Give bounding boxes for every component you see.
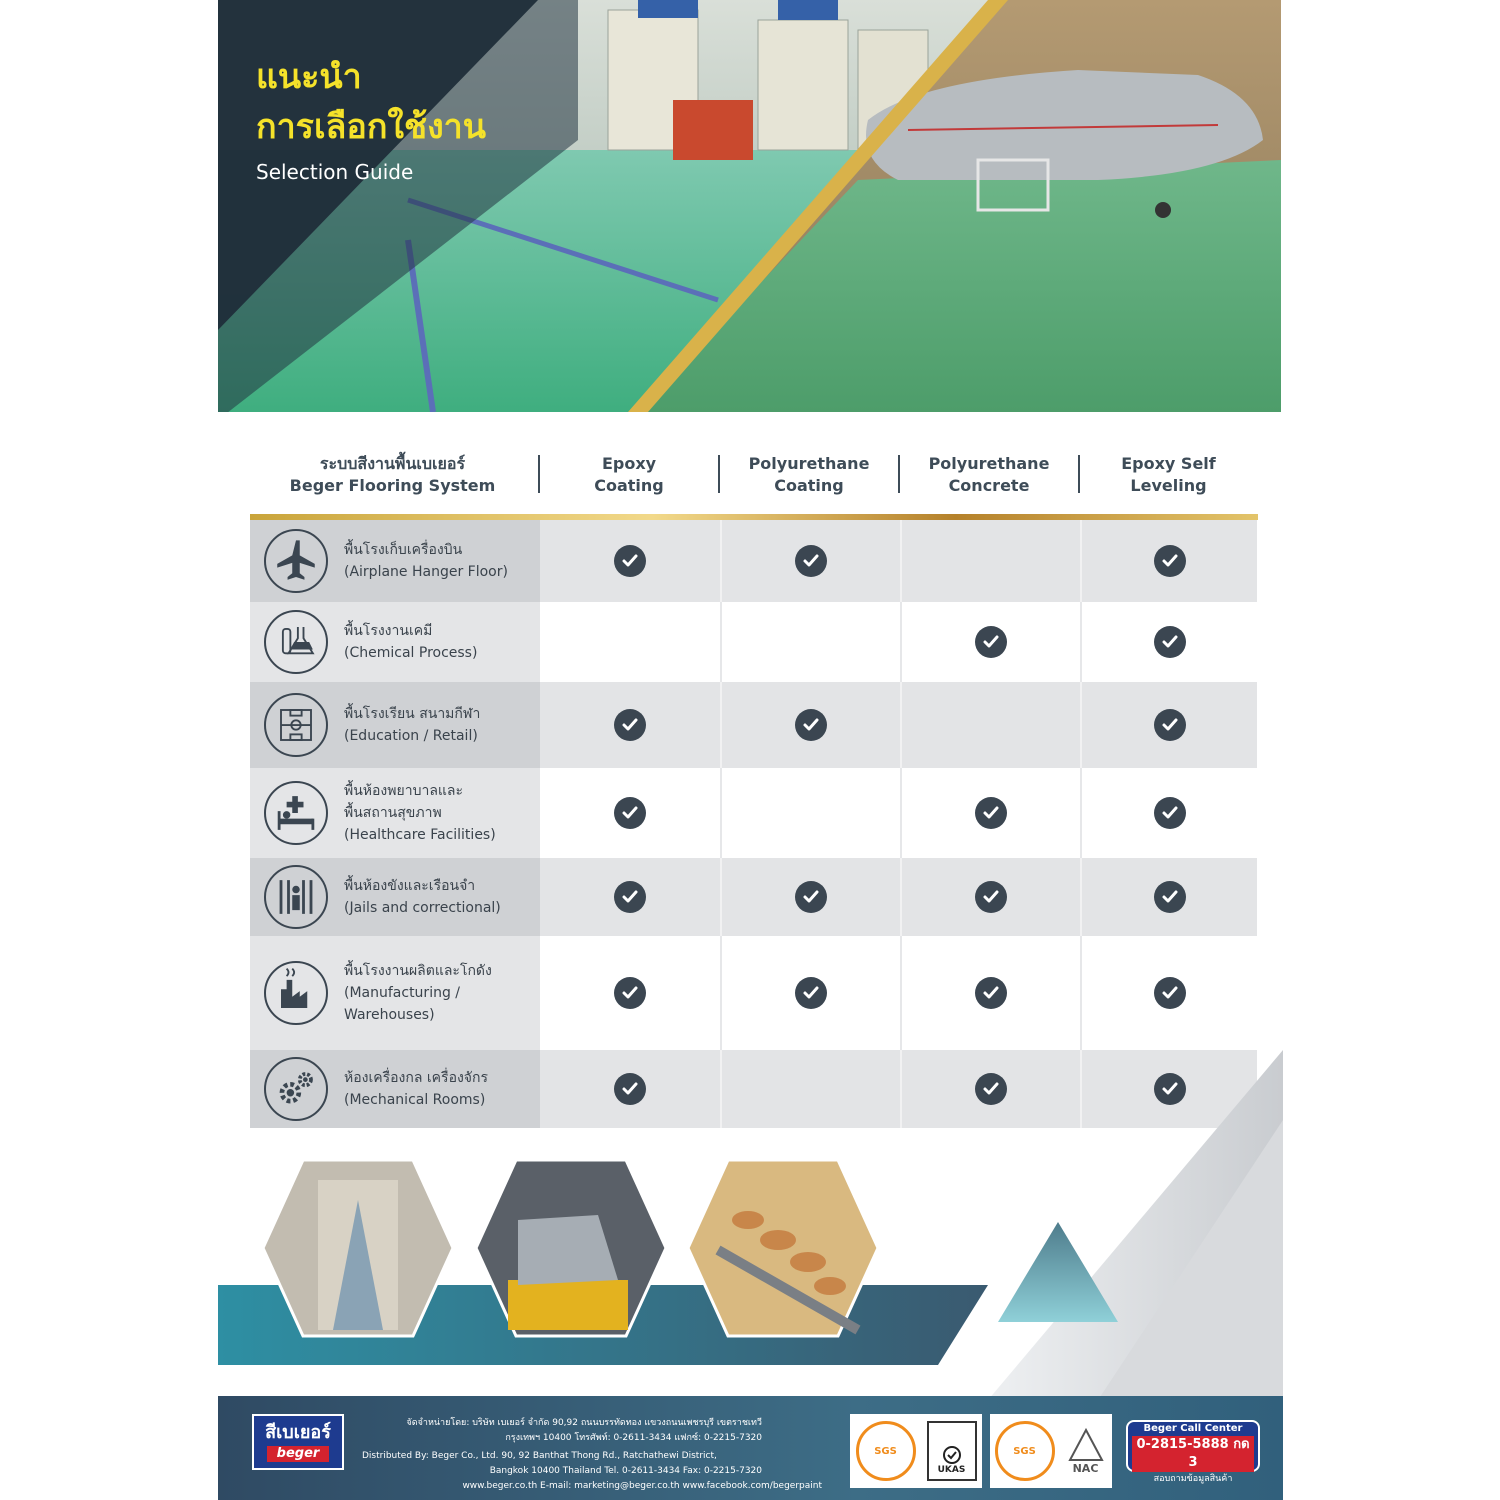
bottom-decoration	[218, 1050, 1283, 1400]
header-col-line1: Epoxy	[601, 454, 657, 473]
row-label-line: พื้นโรงเรียน สนามกีฬา	[344, 706, 481, 722]
check-icon	[975, 881, 1007, 913]
table-cell	[1080, 936, 1257, 1050]
logo-text-th: สีเบเยอร์	[265, 1422, 331, 1443]
crown-icon	[940, 1441, 964, 1465]
contact-line: Distributed By: Beger Co., Ltd. 90, 92 Banthat Thong Rd., Ratchathewi District,	[362, 1451, 717, 1461]
table-row	[250, 858, 1257, 936]
cert-label: SGS	[1013, 1445, 1036, 1457]
contact-line: Bangkok 10400 Thailand Tel. 0-2611-3434 Fax: 0-2215-7320	[489, 1466, 762, 1476]
table-cell	[720, 520, 900, 602]
ukas-badge-icon	[927, 1421, 977, 1481]
row-label-cell	[250, 602, 540, 682]
row-label-line: (Manufacturing /	[344, 985, 461, 1001]
jail-bars-icon	[264, 865, 328, 929]
header-system-en: Beger Flooring System	[289, 476, 496, 495]
certification-group-1	[850, 1414, 982, 1488]
table-cell	[900, 520, 1080, 602]
row-label-line: พื้นห้องพยาบาลและ	[344, 783, 464, 799]
check-icon	[795, 977, 827, 1009]
table-cell	[1080, 602, 1257, 682]
check-icon	[1154, 797, 1186, 829]
table-cell	[1080, 682, 1257, 768]
row-label-line: (Airplane Hanger Floor)	[344, 564, 508, 580]
row-label-line: (Jails and correctional)	[344, 900, 501, 916]
hero-title-line2: การเลือกใช้งาน	[256, 107, 487, 147]
row-label-line: Warehouses)	[344, 1007, 435, 1023]
table-cell	[720, 936, 900, 1050]
hero-title-line1: แนะนำ	[256, 57, 362, 97]
row-label-line: พื้นโรงเก็บเครื่องบิน	[344, 542, 463, 558]
check-icon	[614, 709, 646, 741]
row-label-text	[344, 780, 496, 846]
row-label-cell	[250, 936, 540, 1050]
table-cell	[540, 858, 720, 936]
nac-badge-icon	[1064, 1423, 1108, 1479]
airplane-icon	[264, 529, 328, 593]
check-icon	[614, 881, 646, 913]
logo-text-en: beger	[267, 1446, 330, 1462]
table-row	[250, 768, 1257, 858]
table-row	[250, 520, 1257, 602]
check-icon	[1154, 977, 1186, 1009]
contact-line: จัดจำหน่ายโดย: บริษัท เบเยอร์ จำกัด 90,92 ถนนบรรทัดทอง แขวงถนนเพชรบุรี เขตราชเทวี	[406, 1418, 762, 1428]
header-col-line1: Polyurethane	[928, 454, 1050, 473]
hero-subtitle: Selection Guide	[256, 160, 414, 184]
contact-line: กรุงเทพฯ 10400 โทรศัพท์: 0-2611-3434 แฟกซ์: 0-2215-7320	[505, 1433, 762, 1443]
row-label-line: พื้นห้องขังและเรือนจำ	[344, 878, 476, 894]
cert-label: SGS	[874, 1445, 897, 1457]
call-center-title: Beger Call Center	[1143, 1423, 1243, 1434]
check-icon	[614, 977, 646, 1009]
table-row	[250, 682, 1257, 768]
row-label-cell	[250, 768, 540, 858]
table-cell	[720, 858, 900, 936]
header-system	[250, 445, 535, 505]
hero-banner	[218, 0, 1281, 412]
header-col-pu-concrete	[900, 445, 1078, 505]
hero-title	[256, 52, 486, 184]
check-icon	[975, 797, 1007, 829]
beger-logo	[252, 1414, 344, 1470]
table-cell	[900, 858, 1080, 936]
nac-triangle-icon	[1068, 1428, 1104, 1462]
table-cell	[540, 936, 720, 1050]
row-label-text	[344, 703, 480, 747]
check-icon	[1154, 709, 1186, 741]
call-center-sub: สอบถามข้อมูลสินค้า	[1153, 1474, 1233, 1484]
row-label-text	[344, 875, 501, 919]
header-col-line2: Leveling	[1130, 476, 1207, 495]
header-col-epoxy-coating	[540, 445, 718, 505]
check-icon	[1154, 881, 1186, 913]
row-label-line: (Mechanical Rooms)	[344, 1092, 486, 1108]
footer	[218, 1396, 1283, 1500]
check-icon	[1154, 626, 1186, 658]
header-col-line2: Concrete	[948, 476, 1030, 495]
table-row	[250, 602, 1257, 682]
check-icon	[795, 709, 827, 741]
sgs-badge-icon	[995, 1421, 1055, 1481]
table-cell	[540, 768, 720, 858]
row-label-cell	[250, 858, 540, 936]
table-cell	[540, 682, 720, 768]
table-cell	[900, 682, 1080, 768]
table-cell	[1080, 520, 1257, 602]
factory-icon	[264, 961, 328, 1025]
check-icon	[795, 881, 827, 913]
row-label-line: พื้นโรงงานเคมี	[344, 623, 433, 639]
row-label-line: พื้นโรงงานผลิตและโกดัง	[344, 963, 492, 979]
header-col-pu-coating	[720, 445, 898, 505]
row-label-text	[344, 539, 508, 583]
row-label-text	[344, 960, 492, 1026]
check-icon	[975, 626, 1007, 658]
table-header	[250, 445, 1257, 515]
header-col-line1: Polyurethane	[748, 454, 870, 473]
row-label-text	[344, 620, 477, 664]
flask-icon	[264, 610, 328, 674]
contact-info	[362, 1416, 822, 1494]
certification-group-2	[990, 1414, 1112, 1488]
row-label-line: (Chemical Process)	[344, 645, 478, 661]
sports-field-icon	[264, 693, 328, 757]
check-icon	[795, 545, 827, 577]
header-col-line1: Epoxy Self	[1121, 454, 1216, 473]
header-system-th: ระบบสีงานพื้นเบเยอร์	[319, 454, 466, 473]
hospital-bed-icon	[264, 781, 328, 845]
check-icon	[614, 545, 646, 577]
table-cell	[540, 602, 720, 682]
table-row	[250, 936, 1257, 1050]
call-center-number: 0-2815-5888 กด 3	[1132, 1436, 1254, 1472]
call-center-badge[interactable]	[1126, 1420, 1260, 1484]
table-cell	[900, 768, 1080, 858]
row-label-line: (Healthcare Facilities)	[344, 827, 496, 843]
check-icon	[614, 797, 646, 829]
table-cell	[720, 682, 900, 768]
row-label-cell	[250, 682, 540, 768]
sgs-badge-icon	[856, 1421, 916, 1481]
table-cell	[540, 520, 720, 602]
row-label-line: พื้นสถานสุขภาพ	[344, 805, 442, 821]
selection-table	[250, 520, 1257, 1128]
check-icon	[1154, 545, 1186, 577]
table-cell	[720, 768, 900, 858]
row-label-cell	[250, 520, 540, 602]
header-col-line2: Coating	[774, 476, 844, 495]
contact-line: www.beger.co.th E-mail: marketing@beger.co.th www.facebook.com/begerpaint	[462, 1481, 822, 1491]
cert-label: UKAS	[937, 1465, 966, 1475]
row-label-line: ห้องเครื่องกล เครื่องจักร	[344, 1070, 489, 1086]
table-cell	[900, 602, 1080, 682]
row-label-line: (Education / Retail)	[344, 728, 478, 744]
check-icon	[975, 977, 1007, 1009]
table-cell	[720, 602, 900, 682]
cert-label: NAC	[1072, 1461, 1099, 1475]
header-col-epoxy-self-leveling	[1080, 445, 1257, 505]
table-cell	[900, 936, 1080, 1050]
table-cell	[1080, 768, 1257, 858]
header-col-line2: Coating	[594, 476, 664, 495]
table-cell	[1080, 858, 1257, 936]
